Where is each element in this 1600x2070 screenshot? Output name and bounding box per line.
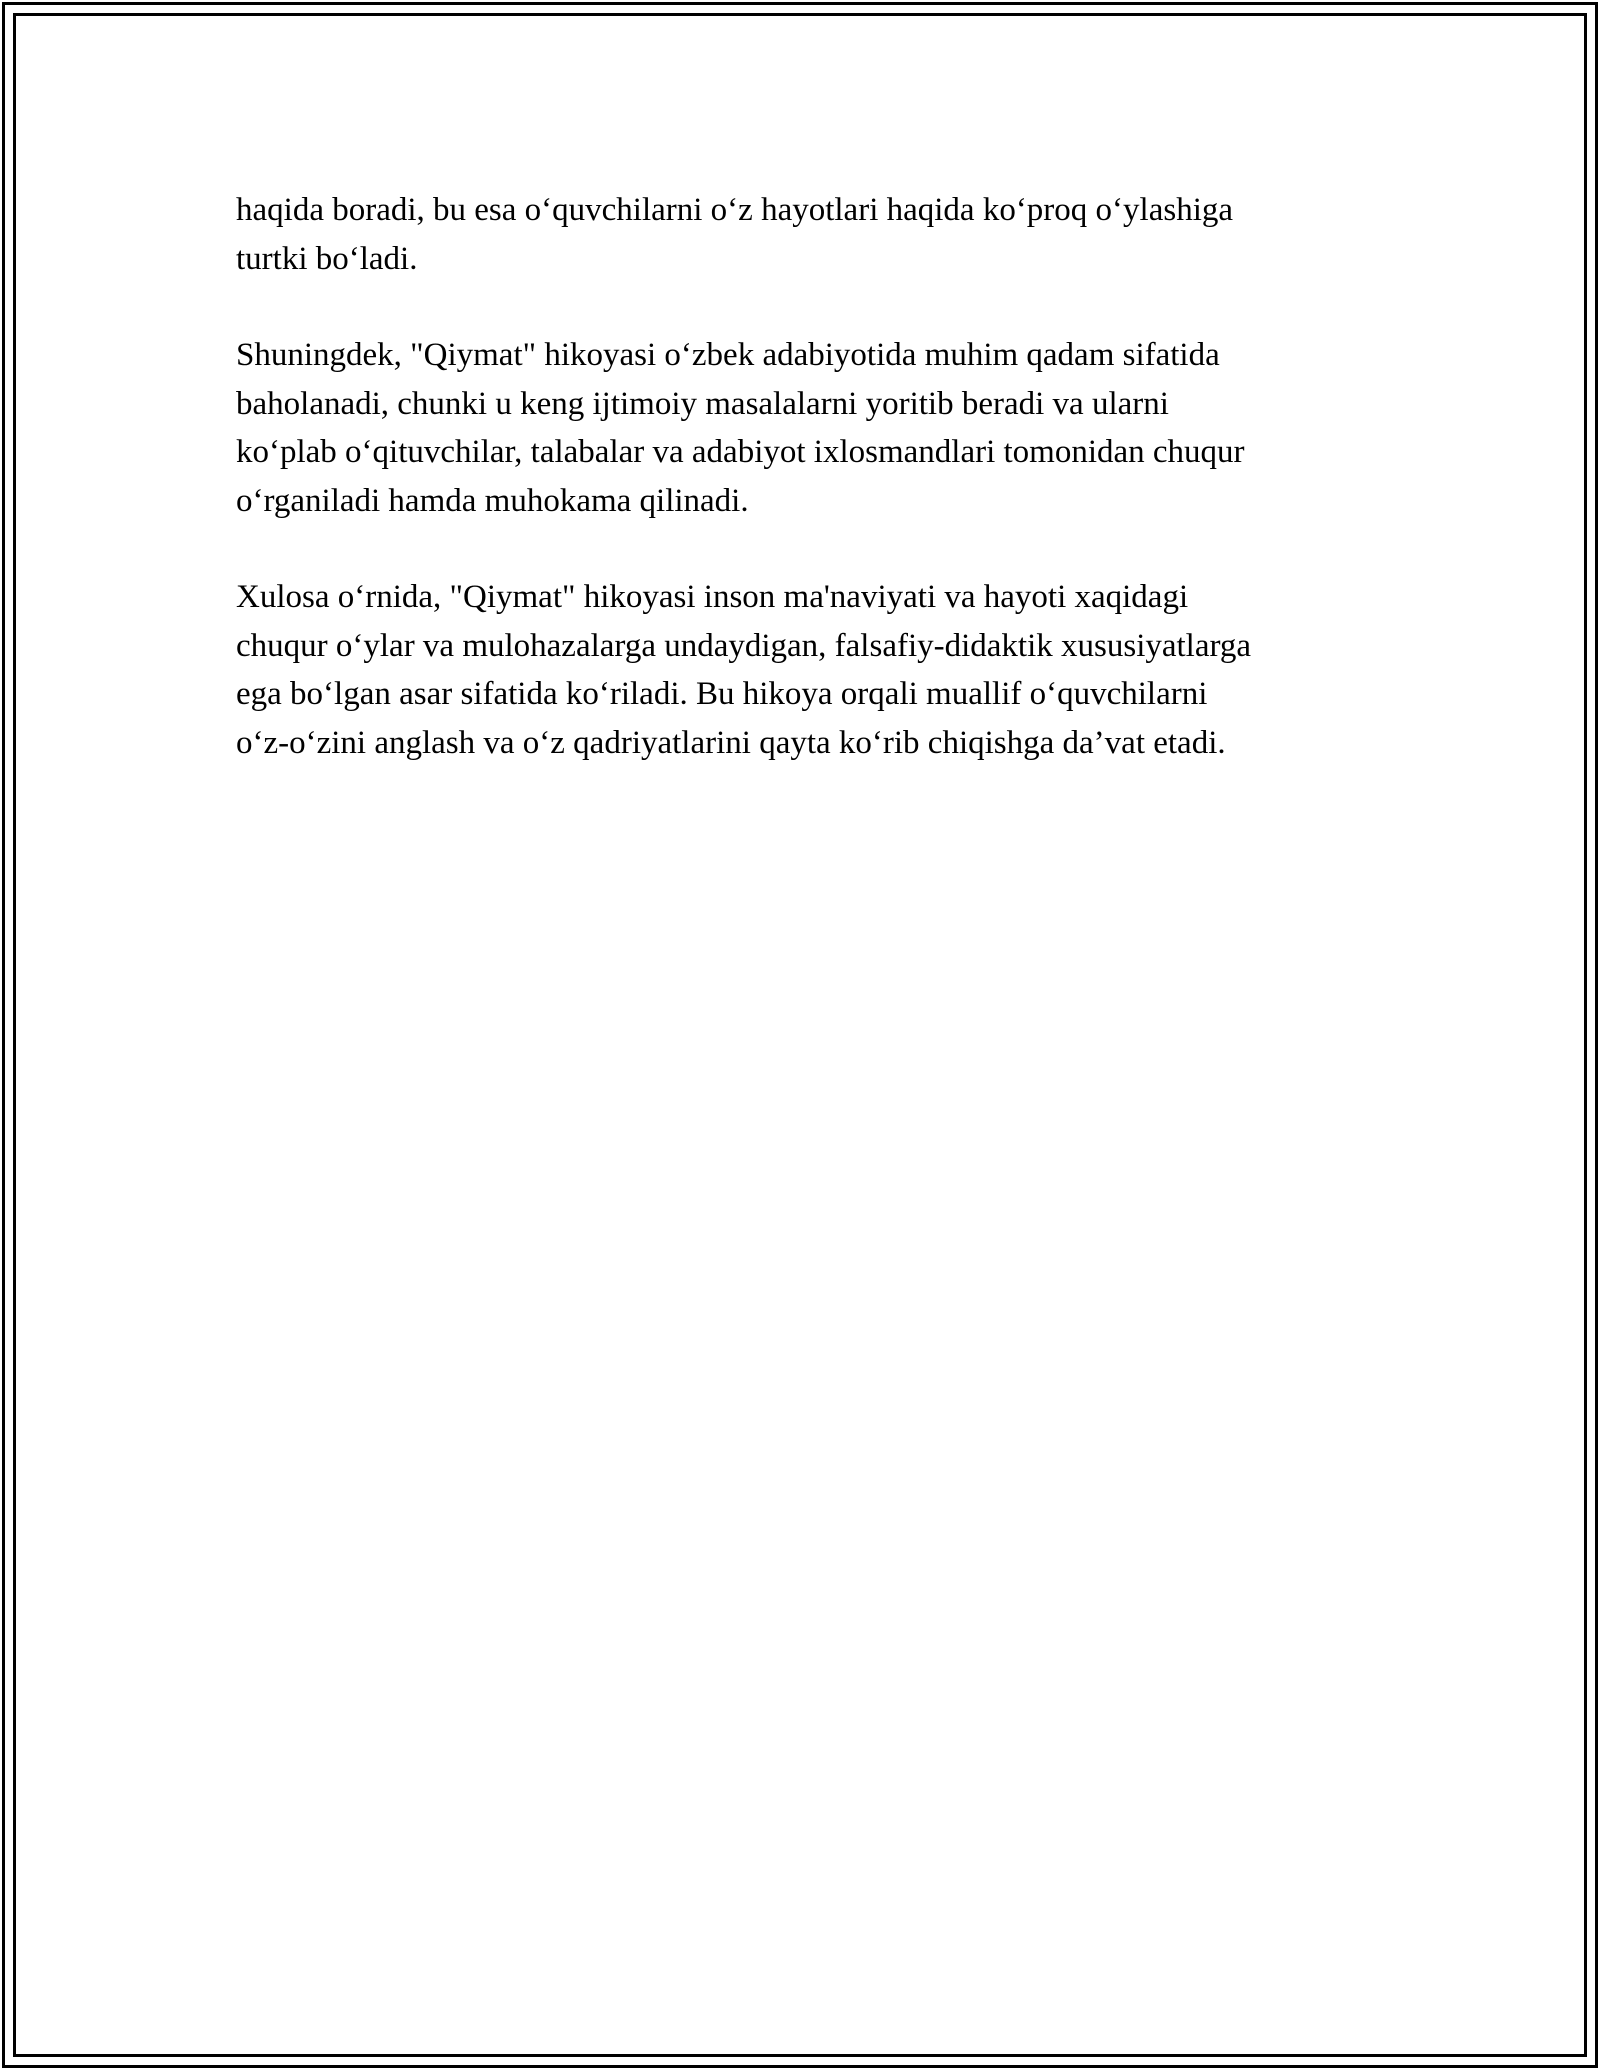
text-line: chuqur o‘ylar va mulohazalarga undaydigan, falsafiy-didaktik xususiyatlarga [236, 627, 1252, 664]
text-line: ko‘plab o‘qituvchilar, talabalar va adabiyot ixlosmandlari tomonidan chuqur [236, 434, 1245, 470]
document-body [236, 186, 1376, 815]
text-line: Xulosa o‘rnida, "Qiymat" hikoyasi inson ma'naviyati va hayoti xaqidagi [236, 579, 1189, 615]
text-line: turtki bo‘ladi. [236, 240, 418, 277]
paragraph-3 [236, 573, 1376, 767]
text-line: baholanadi, chunki u keng ijtimoiy masalalarni yoritib beradi va ularni [236, 385, 1169, 422]
text-line: ega bo‘lgan asar sifatida ko‘riladi. Bu hikoya orqali muallif o‘quvchilarni [236, 676, 1208, 712]
paragraph-2 [236, 331, 1376, 525]
text-line: haqida boradi, bu esa o‘quvchilarni o‘z hayotlari haqida ko‘proq o‘ylashiga [236, 192, 1234, 228]
paragraph-1 [236, 186, 1376, 283]
text-line: o‘z-o‘zini anglash va o‘z qadriyatlarini qayta ko‘rib chiqishga da’vat etadi. [236, 724, 1226, 761]
text-line: Shuningdek, "Qiymat" hikoyasi o‘zbek adabiyotida muhim qadam sifatida [236, 337, 1220, 373]
text-line: o‘rganiladi hamda muhokama qilinadi. [236, 482, 749, 519]
